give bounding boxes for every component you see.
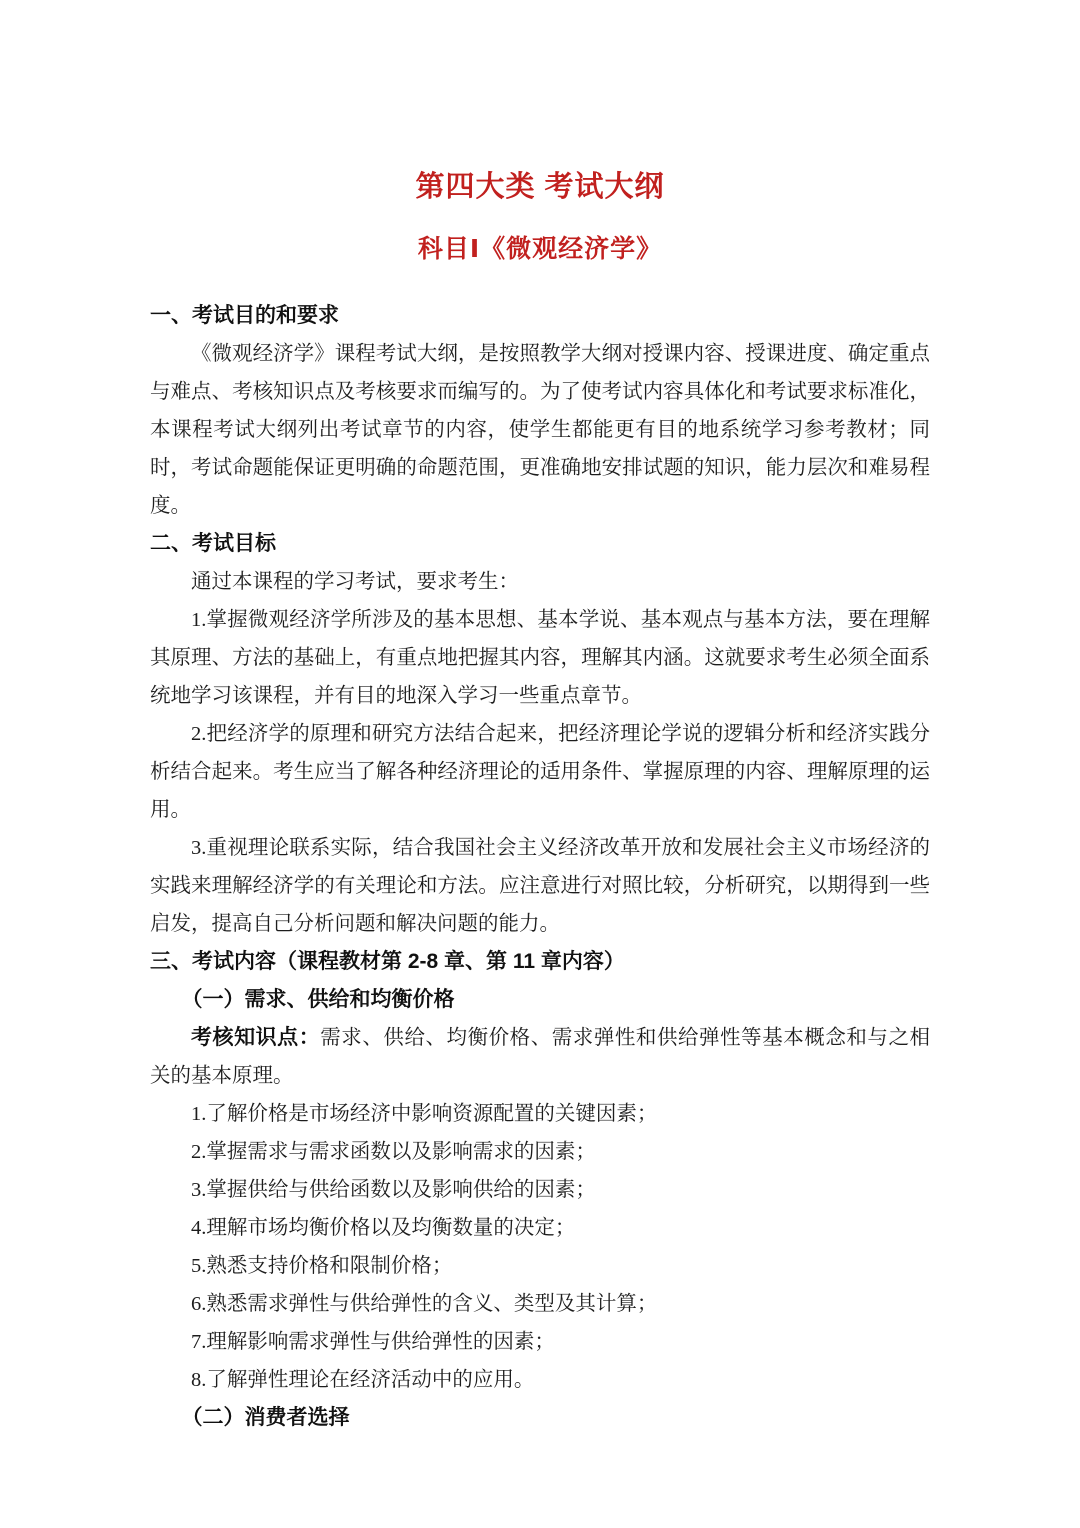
knowledge-list-item: 6.熟悉需求弹性与供给弹性的含义、类型及其计算； [191, 1293, 658, 1315]
section2-item: 1.掌握微观经济学所涉及的基本思想、基本学说、基本观点与基本方法，要在理解其原理、方法的基础上，有重点地把握其内容，理解其内涵。这就要求考生必须全面系统地学习该课程，并有目的地深入学习一些重点章节。 [150, 609, 930, 707]
knowledge-list-item: 3.掌握供给与供给函数以及影响供给的因素； [191, 1179, 596, 1201]
section2-item: 3.重视理论联系实际，结合我国社会主义经济改革开放和发展社会主义市场经济的实践来理解经济学的有关理论和方法。应注意进行对照比较，分析研究，以期得到一些启发，提高自己分析问题和解决问题的能力。 [150, 837, 930, 935]
document-subtitle: 科目Ⅰ《微观经济学》 [417, 235, 663, 263]
subsection1-knowledge [150, 1019, 930, 1095]
knowledge-points-label: 考核知识点： [191, 1026, 321, 1049]
subsection1-heading: （一）需求、供给和均衡价格 [181, 988, 455, 1011]
knowledge-list-item: 2.掌握需求与需求函数以及影响需求的因素； [191, 1141, 596, 1163]
section1-paragraph: 《微观经济学》课程考试大纲，是按照教学大纲对授课内容、授课进度、确定重点与难点、考核知识点及考核要求而编写的。为了使考试内容具体化和考试要求标准化，本课程考试大纲列出考试章节的内容，使学生都能更有目的地系统学习参考教材；同时，考试命题能保证更明确的命题范围，更准确地安排试题的知识，能力层次和难易程度。 [150, 343, 930, 517]
knowledge-list-item: 4.理解市场均衡价格以及均衡数量的决定； [191, 1217, 576, 1239]
section-exam-content [150, 943, 930, 1437]
section3-heading: 三、考试内容（课程教材第 2-8 章、第 11 章内容） [150, 950, 625, 973]
knowledge-list-item: 5.熟悉支持价格和限制价格； [191, 1255, 453, 1277]
section2-intro: 通过本课程的学习考试，要求考生： [191, 571, 519, 593]
knowledge-list-item: 7.理解影响需求弹性与供给弹性的因素； [191, 1331, 555, 1353]
section-exam-purpose [150, 297, 930, 525]
section1-heading: 一、考试目的和要求 [150, 304, 339, 327]
section2-heading: 二、考试目标 [150, 532, 276, 555]
knowledge-list-item: 8.了解弹性理论在经济活动中的应用。 [191, 1369, 535, 1391]
knowledge-points-text: 需求、供给、均衡价格、需求弹性和供给弹性等基本概念和与之相关的基本原理。 [150, 1027, 930, 1087]
section2-item: 2.把经济学的原理和研究方法结合起来，把经济理论学说的逻辑分析和经济实践分析结合起来。考生应当了解各种经济理论的适用条件、掌握原理的内容、理解原理的运用。 [150, 723, 930, 821]
section-exam-goals [150, 525, 930, 943]
knowledge-list-item: 1.了解价格是市场经济中影响资源配置的关键因素； [191, 1103, 658, 1125]
subsection2-heading: （二）消费者选择 [181, 1406, 350, 1429]
document-title: 第四大类 考试大纲 [415, 171, 665, 203]
